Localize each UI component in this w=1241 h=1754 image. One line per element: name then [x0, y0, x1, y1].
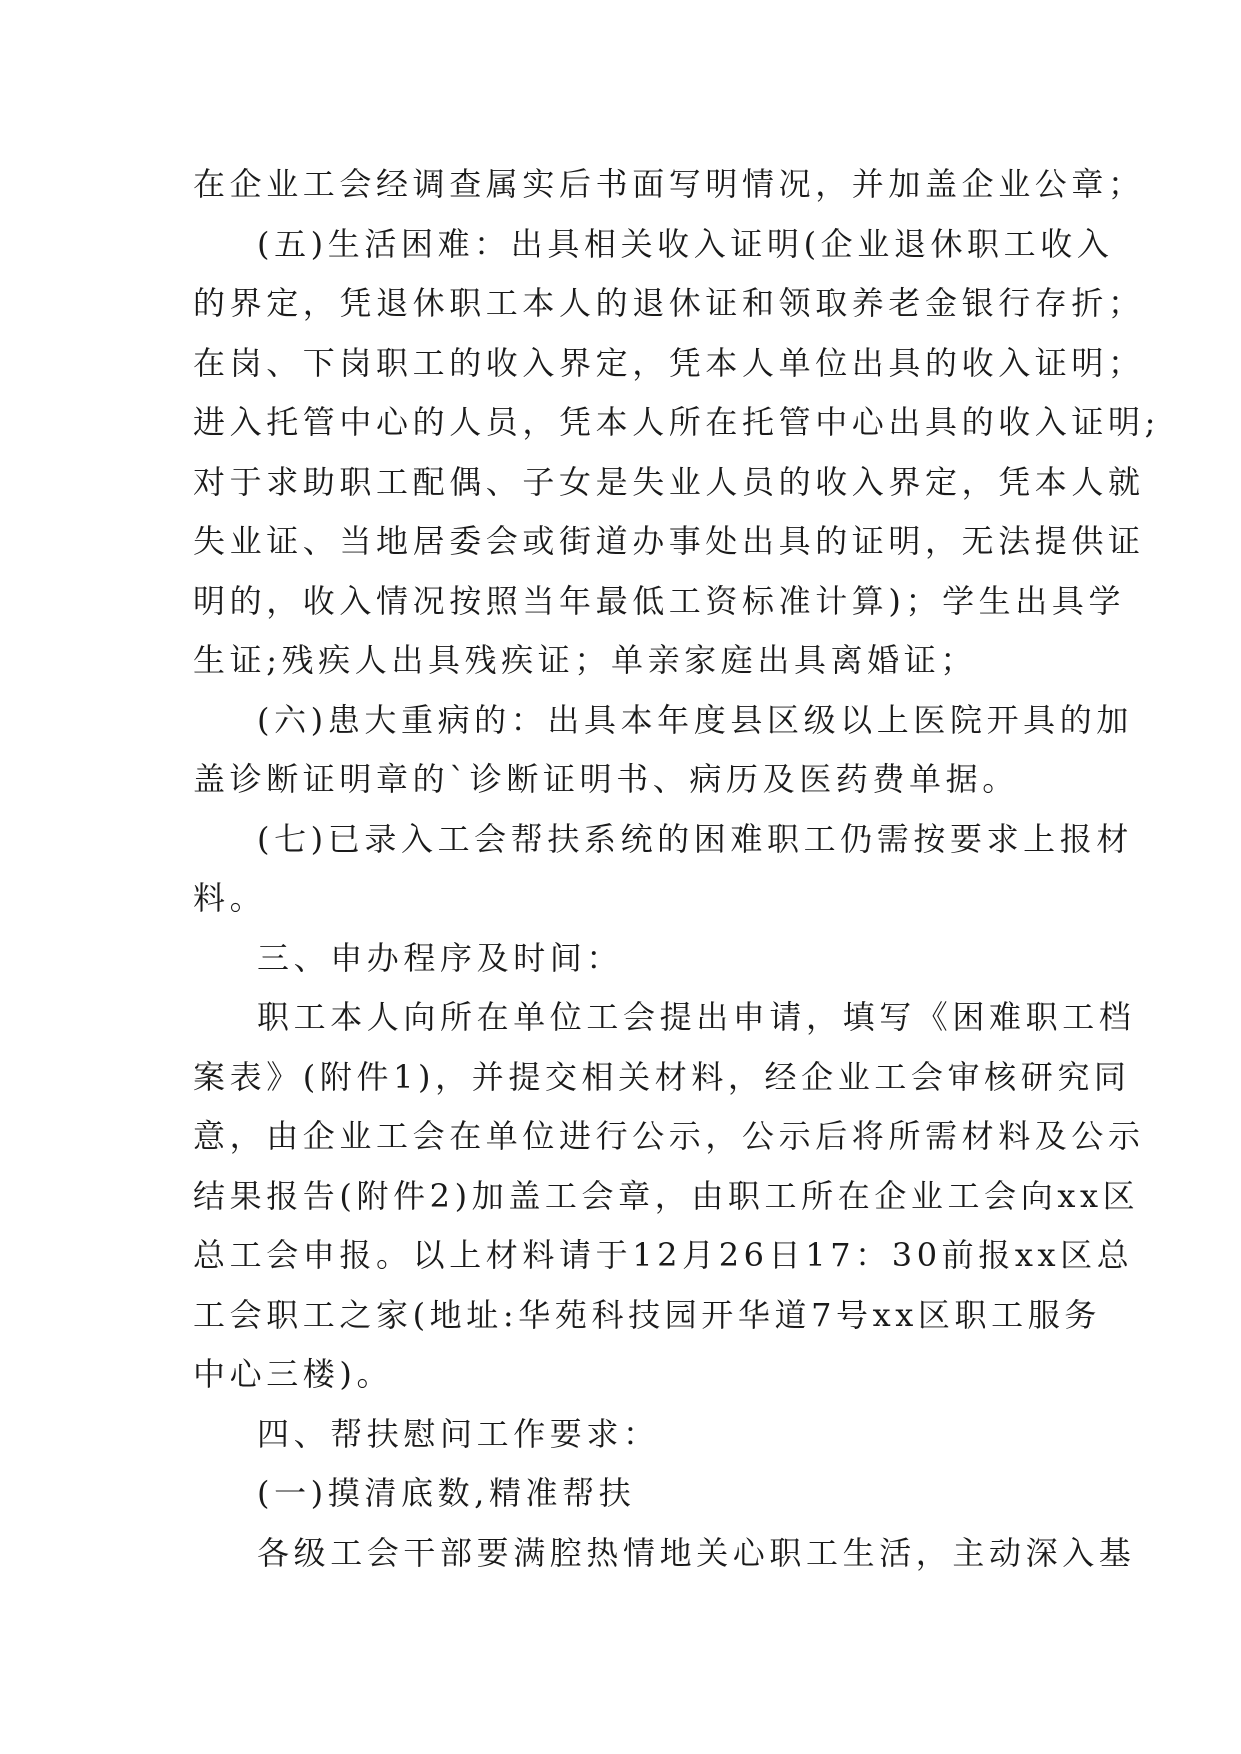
- section-heading-4: 四、帮扶慰问工作要求：: [257, 1414, 660, 1453]
- text-line-13: 料。: [193, 879, 267, 917]
- text-line-2: (五)生活困难：出具相关收入证明(企业退休职工收入: [257, 224, 1114, 263]
- text-line-24: 各级工会干部要满腔热情地关心职工生活，主动深入基: [257, 1533, 1136, 1572]
- text-line-3: 的界定，凭退休职工本人的退休证和领取养老金银行存折；: [193, 284, 1145, 322]
- text-line-8: 明的，收入情况按照当年最低工资标准计算)；学生出具学: [193, 581, 1126, 620]
- text-line-4: 在岗、下岗职工的收入界定，凭本人单位出具的收入证明；: [193, 343, 1145, 382]
- text-line-16: 案表》(附件1)，并提交相关材料，经企业工会审核研究同: [193, 1057, 1131, 1096]
- text-line-17: 意，由企业工会在单位进行公示，公示后将所需材料及公示: [193, 1117, 1145, 1155]
- text-line-21: 中心三楼)。: [193, 1355, 394, 1393]
- text-line-6: 对于求助职工配偶、子女是失业人员的收入界定，凭本人就: [193, 462, 1145, 501]
- section-heading-3: 三、申办程序及时间：: [257, 938, 624, 977]
- subsection-heading-1: (一)摸清底数,精准帮扶: [257, 1474, 636, 1512]
- text-line-1: 在企业工会经调查属实后书面写明情况，并加盖企业公章；: [193, 165, 1145, 203]
- text-line-5: 进入托管中心的人员，凭本人所在托管中心出具的收入证明;: [193, 403, 1160, 441]
- text-line-15: 职工本人向所在单位工会提出申请，填写《困难职工档: [257, 998, 1136, 1036]
- text-line-12: (七)已录入工会帮扶系统的困难职工仍需按要求上报材: [257, 819, 1133, 858]
- text-line-20: 工会职工之家(地址:华苑科技园开华道7号xx区职工服务: [193, 1295, 1101, 1334]
- text-line-19: 总工会申报。以上材料请于12月26日17：30前报xx区总: [193, 1236, 1134, 1274]
- text-line-11: 盖诊断证明章的`诊断证明书、病历及医药费单据。: [193, 760, 1019, 798]
- text-line-18: 结果报告(附件2)加盖工会章，由职工所在企业工会向xx区: [193, 1176, 1140, 1215]
- text-line-7: 失业证、当地居委会或街道办事处出具的证明，无法提供证: [193, 522, 1145, 560]
- document-body: [193, 155, 1160, 1583]
- text-line-10: (六)患大重病的：出具本年度县区级以上医院开具的加: [257, 700, 1133, 739]
- text-line-9: 生证;残疾人出具残疾证；单亲家庭出具离婚证；: [193, 641, 977, 679]
